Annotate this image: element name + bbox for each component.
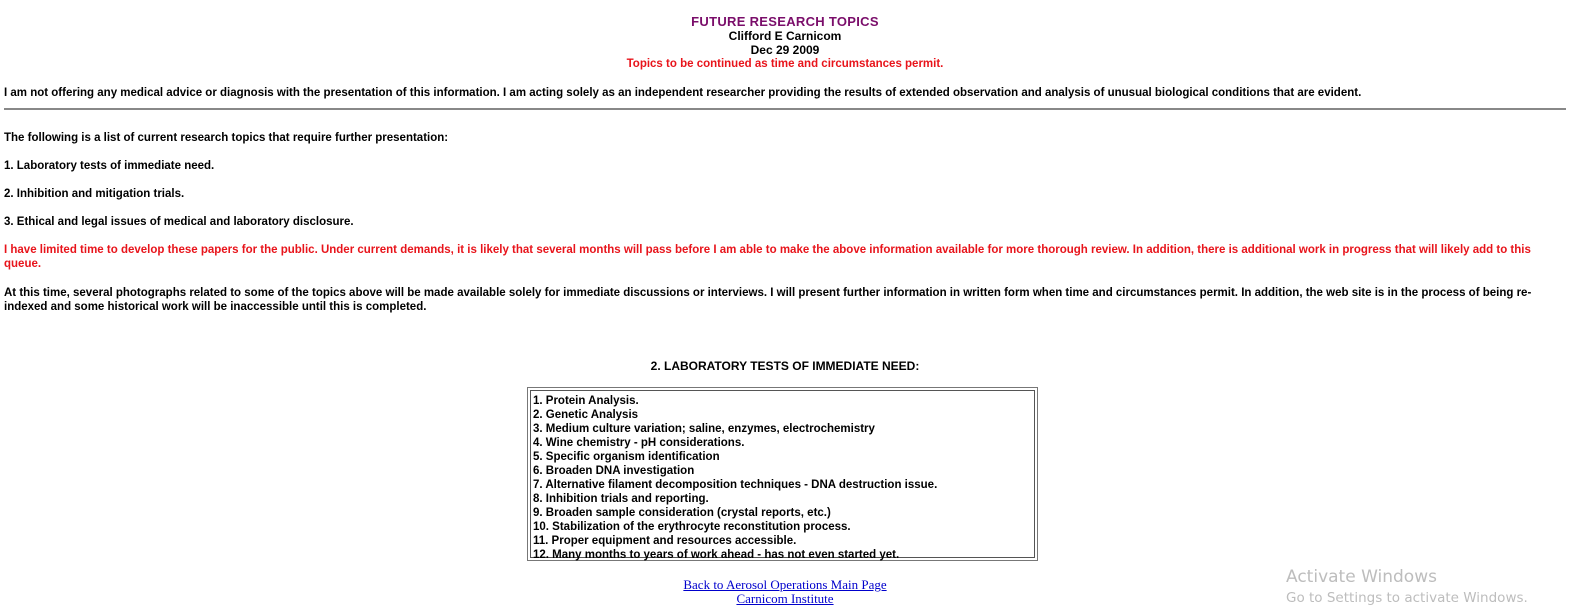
intro-text: The following is a list of current research topics that require further presentation: [4, 132, 449, 144]
lab-tests-box [527, 387, 1038, 561]
list-item: 10. Stabilization of the erythrocyte reconstitution process. [533, 521, 851, 533]
divider [4, 108, 1566, 110]
carnicom-institute-link[interactable]: Carnicom Institute [736, 591, 834, 606]
watermark-subtitle: Go to Settings to activate Windows. [1286, 590, 1528, 606]
list-item: 2. Genetic Analysis [533, 409, 639, 421]
lab-tests-heading: 2. LABORATORY TESTS OF IMMEDIATE NEED: [650, 359, 920, 373]
back-to-main-page-link[interactable]: Back to Aerosol Operations Main Page [683, 577, 887, 592]
topic-item: 1. Laboratory tests of immediate need. [4, 160, 215, 172]
page-title: FUTURE RESEARCH TOPICS [691, 14, 879, 29]
list-item: 3. Medium culture variation; saline, enzymes, electrochemistry [533, 423, 875, 435]
date: Dec 29 2009 [750, 43, 820, 57]
list-item: 11. Proper equipment and resources accessible. [533, 535, 797, 547]
list-item: 7. Alternative filament decomposition techniques - DNA destruction issue. [533, 479, 938, 491]
watermark-title: Activate Windows [1286, 567, 1437, 587]
list-item: 9. Broaden sample consideration (crystal reports, etc.) [533, 507, 831, 519]
list-item: 6. Broaden DNA investigation [533, 465, 695, 477]
topic-item: 3. Ethical and legal issues of medical and laboratory disclosure. [4, 216, 354, 228]
disclaimer: I am not offering any medical advice or diagnosis with the presentation of this information. I am acting solely as an independent researcher providing the results of extended observation and analysis of unusual biological conditions that are evident. [4, 87, 1362, 99]
time-limit-notice: I have limited time to develop these papers for the public. Under current demands, it is likely that several months will pass before I am able to make the above information available for more thorough review. In addition, there is additional work in progress that will likely add to this queue. [4, 244, 1531, 270]
activate-windows-watermark [1286, 567, 1528, 608]
list-item: 1. Protein Analysis. [533, 395, 639, 407]
list-item: 12. Many months to years of work ahead - has not even started yet. [533, 549, 900, 561]
lab-tests-list [530, 390, 1035, 561]
photographs-paragraph: At this time, several photographs related to some of the topics above will be made available solely for immediate discussions or interviews. I will present further information in written form when time and circumstances permit. In addition, the web site is in the process of being re-indexed and some historical work will be inaccessible until this is completed. [4, 287, 1532, 313]
topic-item: 2. Inhibition and mitigation trials. [4, 188, 185, 200]
header [4, 14, 1566, 71]
list-item: 5. Specific organism identification [533, 451, 720, 463]
list-item: 8. Inhibition trials and reporting. [533, 493, 709, 505]
list-item: 4. Wine chemistry - pH considerations. [533, 437, 745, 449]
header-note: Topics to be continued as time and circumstances permit. [626, 58, 944, 70]
author: Clifford E Carnicom [728, 29, 842, 43]
